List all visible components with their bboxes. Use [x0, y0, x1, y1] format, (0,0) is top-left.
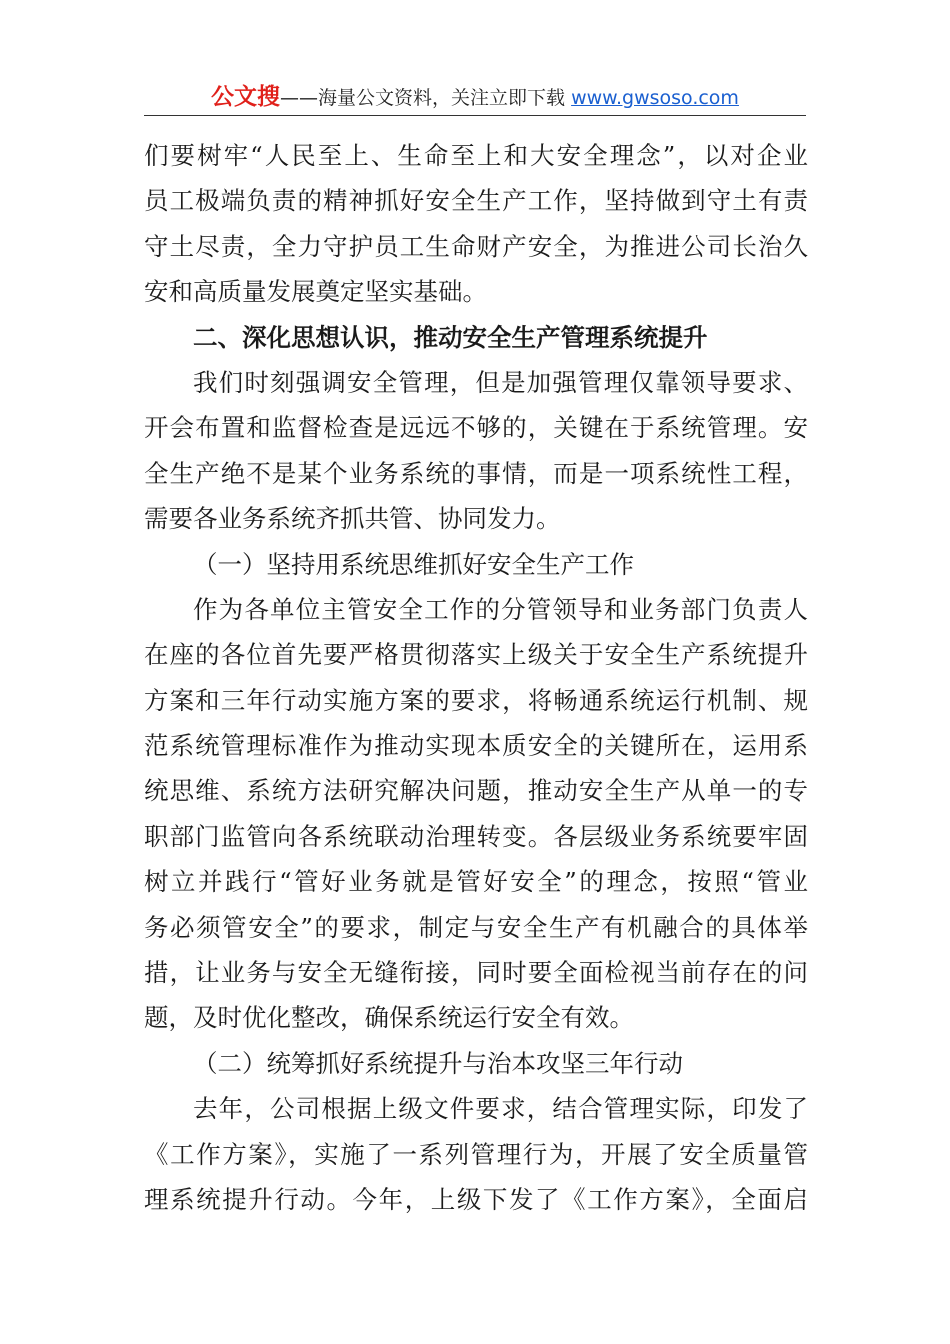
paragraph-line: 全生产绝不是某个业务系统的事情，而是一项系统性工程，	[144, 458, 808, 488]
paragraph-line: 措，让业务与安全无缝衔接，同时要全面检视当前存在的问	[144, 958, 808, 988]
paragraph-line: 职部门监管向各系统联动治理转变。各层级业务系统要牢固	[144, 821, 808, 851]
header-tagline: ——海量公文资料，关注立即下载	[280, 87, 572, 109]
paragraph-line: 统思维、系统方法研究解决问题，推动安全生产从单一的专	[144, 776, 808, 806]
page-header	[144, 80, 806, 116]
paragraph-line: 员工极端负责的精神抓好安全生产工作，坚持做到守土有责	[144, 186, 808, 216]
paragraph-line: 在座的各位首先要严格贯彻落实上级关于安全生产系统提升	[144, 640, 808, 670]
paragraph-first-line: 作为各单位主管安全工作的分管领导和业务部门负责人	[193, 594, 808, 624]
paragraph-line: 安和高质量发展奠定坚实基础。	[144, 277, 487, 307]
paragraph-line: 们要树牢“人民至上、生命至上和大安全理念”，以对企业	[144, 141, 808, 170]
paragraph-line: 《工作方案》，实施了一系列管理行为，开展了安全质量管	[144, 1139, 808, 1169]
paragraph-line: 范系统管理标准作为推动实现本质安全的关键所在，运用系	[144, 731, 808, 761]
paragraph-line: 树立并践行“管好业务就是管好安全”的理念，按照“管业	[144, 867, 808, 897]
paragraph-line: 务必须管安全”的要求，制定与安全生产有机融合的具体举	[144, 912, 808, 942]
website-link[interactable]: www.gwsoso.com	[571, 87, 739, 109]
paragraph-line: 方案和三年行动实施方案的要求，将畅通系统运行机制、规	[144, 685, 808, 715]
section-heading: 二、深化思想认识，推动安全生产管理系统提升	[193, 322, 708, 352]
paragraph-line: 题，及时优化整改，确保系统运行安全有效。	[144, 1003, 634, 1033]
paragraph-first-line: 去年，公司根据上级文件要求，结合管理实际，印发了	[193, 1094, 808, 1124]
paragraph-line: 需要各业务系统齐抓共管、协同发力。	[144, 504, 561, 534]
brand-logo-text: 公文搜	[211, 84, 281, 110]
header-divider	[144, 115, 806, 116]
paragraph-line: 守土尽责，全力守护员工生命财产安全，为推进公司长治久	[144, 231, 808, 261]
document-body	[144, 133, 808, 1222]
paragraph-line: 理系统提升行动。今年，上级下发了《工作方案》，全面启	[144, 1184, 808, 1214]
subsection-heading: （一）坚持用系统思维抓好安全生产工作	[193, 549, 634, 579]
paragraph-first-line: 我们时刻强调安全管理，但是加强管理仅靠领导要求、	[193, 367, 808, 397]
subsection-heading: （二）统筹抓好系统提升与治本攻坚三年行动	[193, 1048, 683, 1078]
paragraph-line: 开会布置和监督检查是远远不够的，关键在于系统管理。安	[144, 413, 808, 443]
